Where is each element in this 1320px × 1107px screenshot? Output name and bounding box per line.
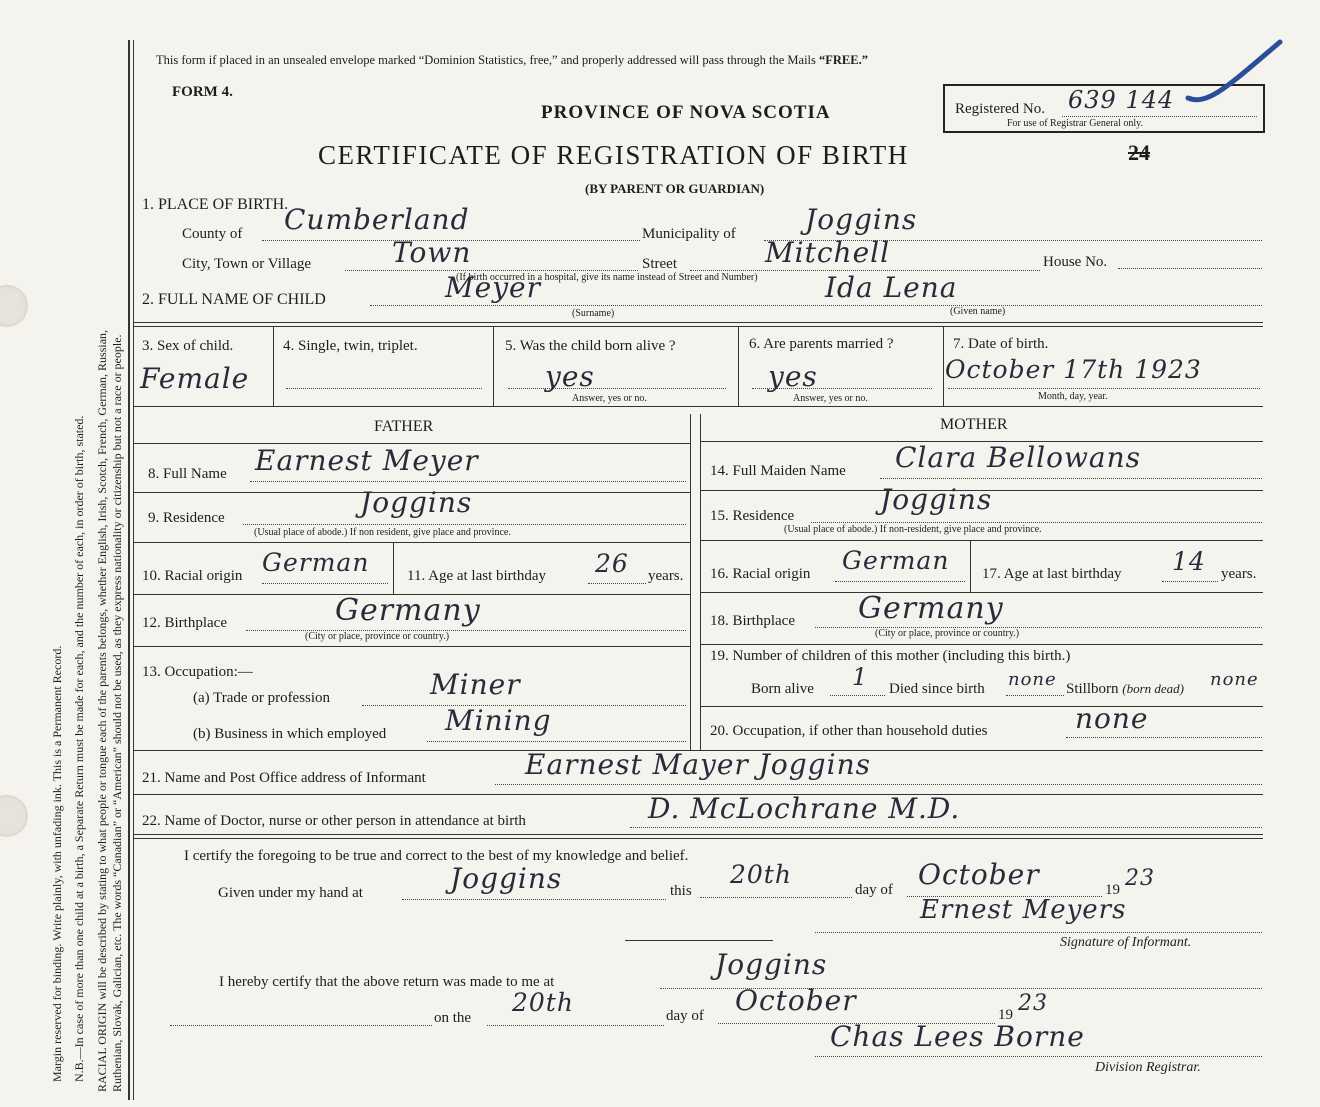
mother-residence-caption: (Usual place of abode.) If non-resident, give place and province. xyxy=(784,524,1042,535)
mother-age-label: 17. Age at last birthday xyxy=(982,566,1122,582)
stillborn-label: Stillborn (born dead) xyxy=(1066,681,1185,697)
given-year-prefix: 19 xyxy=(1105,882,1120,898)
margin-note-binding: Margin reserved for binding. Write plainly, with unfading ink. This is a Permanent Record. xyxy=(50,645,64,1082)
parents-married-value: yes xyxy=(768,360,818,393)
father-heading: FATHER xyxy=(374,418,434,435)
street-label: Street xyxy=(642,256,677,272)
mother-birthplace-caption: (City or place, province or country.) xyxy=(875,628,1020,639)
mother-racial-origin-value: German xyxy=(842,546,950,575)
died-since-birth-value: none xyxy=(1008,669,1057,690)
county-label: County of xyxy=(182,226,243,242)
rule-row-18 xyxy=(700,644,1263,645)
father-age-label: 11. Age at last birthday xyxy=(407,568,546,584)
child-surname-value: Meyer xyxy=(445,271,542,304)
mother-occupation-dots xyxy=(1066,737,1262,738)
given-this-label: this xyxy=(670,883,692,899)
date-of-birth-dots xyxy=(948,388,1260,389)
born-alive-label: 5. Was the child born alive ? xyxy=(505,338,676,354)
given-name-caption: (Given name) xyxy=(950,306,1006,317)
informant-value: Earnest Mayer Joggins xyxy=(525,748,871,781)
mother-residence-value: Joggins xyxy=(880,483,993,516)
father-residence-value: Joggins xyxy=(360,486,473,519)
born-alive-count-label: Born alive xyxy=(751,681,814,697)
hospital-note: (If birth occurred in a hospital, give its name instead of Street and Number) xyxy=(456,272,758,283)
plurality-label: 4. Single, twin, triplet. xyxy=(283,338,418,354)
registrar-lead-dots xyxy=(170,1025,432,1026)
born-alive-dots xyxy=(508,388,726,389)
margin-note-multiple-births: N.B.—In case of more than one child at a birth, a Separate Return must be made for each, and the number of each, in order of birth, stated. xyxy=(72,415,86,1082)
child-name-dots xyxy=(370,305,1262,306)
mother-children-label: 19. Number of children of this mother (including this birth.) xyxy=(710,648,1071,664)
place-of-birth-label: 1. PLACE OF BIRTH. xyxy=(142,196,289,213)
rule-mother-age-sep xyxy=(970,540,971,592)
mother-birthplace-label: 18. Birthplace xyxy=(710,613,795,629)
rule-col-4 xyxy=(493,326,494,406)
died-since-birth-dots xyxy=(1006,695,1064,696)
municipality-label: Municipality of xyxy=(642,226,736,242)
born-alive-caption: Answer, yes or no. xyxy=(572,393,647,404)
surname-caption: (Surname) xyxy=(572,308,615,319)
mother-racial-origin-label: 16. Racial origin xyxy=(710,566,811,582)
mother-birthplace-value: Germany xyxy=(858,591,1004,626)
mother-age-value: 14 xyxy=(1172,547,1206,576)
corner-mark: 24 xyxy=(1128,140,1150,165)
doctor-label: 22. Name of Doctor, nurse or other person in attendance at birth xyxy=(142,813,526,829)
binding-hole-top xyxy=(0,285,28,327)
father-residence-label: 9. Residence xyxy=(148,510,225,526)
registrar-place: Joggins xyxy=(715,948,828,981)
center-divider-2 xyxy=(700,414,701,750)
margin-rule xyxy=(128,40,130,1100)
registrar-day-dots xyxy=(487,1025,664,1026)
doctor-value: D. McLochrane M.D. xyxy=(648,792,961,825)
city-label: City, Town or Village xyxy=(182,256,312,272)
rule-row-22b xyxy=(133,838,1263,839)
check-mark-icon xyxy=(1168,36,1288,116)
form-number: FORM 4. xyxy=(172,84,233,100)
mother-residence-dots xyxy=(811,522,1262,523)
parents-married-caption: Answer, yes or no. xyxy=(793,393,868,404)
father-racial-origin-dots xyxy=(262,583,388,584)
rule-col-5 xyxy=(738,326,739,406)
father-trade-value: Miner xyxy=(430,668,521,701)
born-alive-count-dots xyxy=(830,695,885,696)
rule-row-12 xyxy=(133,646,690,647)
registered-label: Registered No. xyxy=(955,101,1045,117)
rule-bottom-details xyxy=(133,406,1263,407)
father-age-value: 26 xyxy=(595,549,629,578)
father-trade-label: (a) Trade or profession xyxy=(193,690,331,706)
given-day-dots xyxy=(700,897,852,898)
certificate-subtitle: (BY PARENT OR GUARDIAN) xyxy=(585,181,765,196)
registrar-year-prefix: 19 xyxy=(998,1007,1013,1023)
margin-note-racial-origin-cont: Ruthenian, Slovak, Galician, etc. The words “Canadian” or “American” should not be used, as they express nationality or citizenship but not a race or people. xyxy=(110,334,124,1092)
registrar-year-value: 23 xyxy=(1018,991,1048,1016)
stillborn-value: none xyxy=(1210,669,1259,690)
house-number-dots xyxy=(1118,268,1262,269)
rule-row-9 xyxy=(133,542,690,543)
plurality-dots xyxy=(286,388,482,389)
father-birthplace-label: 12. Birthplace xyxy=(142,615,227,631)
rule-top-details xyxy=(133,322,1263,323)
street-value: Mitchell xyxy=(765,236,891,269)
rule-father-age-sep xyxy=(393,542,394,594)
mother-name-label: 14. Full Maiden Name xyxy=(710,463,846,479)
doctor-dots xyxy=(630,827,1262,828)
father-residence-dots xyxy=(243,524,686,525)
registered-number: 639 144 xyxy=(1068,86,1175,114)
informant-label: 21. Name and Post Office address of Informant xyxy=(142,770,426,786)
mother-occupation-label: 20. Occupation, if other than household duties xyxy=(710,723,988,739)
date-of-birth-label: 7. Date of birth. xyxy=(953,336,1049,352)
father-birthplace-value: Germany xyxy=(335,593,481,628)
informant-signature: Ernest Meyers xyxy=(920,895,1127,925)
mother-age-unit: years. xyxy=(1221,566,1257,582)
father-age-unit: years. xyxy=(648,568,684,584)
registrar-on-the-label: on the xyxy=(434,1010,472,1026)
registered-dots xyxy=(1062,116,1257,117)
registrar-signature-dots xyxy=(815,1056,1262,1057)
given-day-value: 20th xyxy=(730,860,792,889)
date-of-birth-caption: Month, day, year. xyxy=(1038,391,1108,402)
city-value: Town xyxy=(392,236,472,269)
certificate-title: CERTIFICATE OF REGISTRATION OF BIRTH xyxy=(318,140,909,170)
rule-row-19 xyxy=(700,706,1263,707)
given-at-place: Joggins xyxy=(450,862,563,895)
house-number-label: House No. xyxy=(1043,254,1108,270)
certify-statement: I certify the foregoing to be true and correct to the best of my knowledge and belief. xyxy=(184,848,689,864)
informant-signature-caption: Signature of Informant. xyxy=(1060,935,1192,950)
informant-signature-dots xyxy=(815,932,1262,933)
rule-row-22 xyxy=(133,834,1263,835)
mother-name-value: Clara Bellowans xyxy=(895,441,1142,474)
registrar-use-note: For use of Registrar General only. xyxy=(1007,118,1143,129)
father-name-value: Earnest Meyer xyxy=(255,444,479,477)
father-name-label: 8. Full Name xyxy=(148,466,227,482)
given-at-label: Given under my hand at xyxy=(218,885,363,901)
given-month-value: October xyxy=(918,858,1040,891)
given-year-value: 23 xyxy=(1125,866,1155,891)
father-residence-caption: (Usual place of abode.) If non resident, give place and province. xyxy=(254,527,511,538)
center-divider xyxy=(690,414,691,750)
sex-label: 3. Sex of child. xyxy=(142,338,234,354)
registrar-signature-caption: Division Registrar. xyxy=(1095,1060,1201,1075)
mail-notice: This form if placed in an unsealed envelope marked “Dominion Statistics, free,” and properly addressed will pass through the Mails “FREE.” xyxy=(156,53,868,67)
mother-occupation-value: none xyxy=(1075,702,1149,735)
rule-row-15 xyxy=(700,540,1263,541)
county-value: Cumberland xyxy=(284,203,470,236)
mother-residence-label: 15. Residence xyxy=(710,508,795,524)
rule-col-6 xyxy=(943,326,944,406)
province-heading: PROVINCE OF NOVA SCOTIA xyxy=(541,102,831,123)
mother-age-dots xyxy=(1162,581,1218,582)
father-business-label: (b) Business in which employed xyxy=(193,726,387,742)
margin-note-racial-origin: RACIAL ORIGIN will be described by stating to what people or tongue each of the parents belongs, whether English, Irish, Scotch, French, German, Russian, xyxy=(95,329,109,1092)
given-day-of-label: day of xyxy=(855,882,893,898)
child-name-label: 2. FULL NAME OF CHILD xyxy=(142,291,326,308)
registrar-signature: Chas Lees Borne xyxy=(830,1020,1085,1053)
binding-hole-bottom xyxy=(0,795,28,837)
father-business-dots xyxy=(427,741,686,742)
parents-married-label: 6. Are parents married ? xyxy=(749,336,894,352)
father-occupation-label: 13. Occupation:— xyxy=(142,664,253,680)
born-alive-value: yes xyxy=(545,360,595,393)
father-birthplace-caption: (City or place, province or country.) xyxy=(305,631,450,642)
rule-col-3 xyxy=(273,326,274,406)
father-name-dots xyxy=(250,481,686,482)
margin-rule-inner xyxy=(133,40,134,1100)
registrar-month-value: October xyxy=(735,984,857,1017)
father-racial-origin-label: 10. Racial origin xyxy=(142,568,243,584)
died-since-birth-label: Died since birth xyxy=(889,681,985,697)
born-alive-count-value: 1 xyxy=(852,663,869,691)
mother-name-dots xyxy=(880,478,1262,479)
father-business-value: Mining xyxy=(445,704,552,737)
registrar-statement: I hereby certify that the above return was made to me at xyxy=(219,974,555,990)
informant-dots xyxy=(495,784,1262,785)
given-at-dots xyxy=(402,899,666,900)
registrar-day-of-label: day of xyxy=(666,1008,704,1024)
father-age-dots xyxy=(588,583,646,584)
sex-value: Female xyxy=(140,362,250,395)
rule-top-details-2 xyxy=(133,326,1263,327)
municipality-value: Joggins xyxy=(805,203,918,236)
mother-racial-origin-dots xyxy=(835,581,965,582)
father-racial-origin-value: German xyxy=(262,548,370,577)
registrar-day-value: 20th xyxy=(512,988,574,1017)
mother-heading: MOTHER xyxy=(940,416,1008,433)
date-of-birth-value: October 17th 1923 xyxy=(945,355,1202,384)
short-divider xyxy=(625,940,773,941)
child-given-name-value: Ida Lena xyxy=(825,271,958,304)
